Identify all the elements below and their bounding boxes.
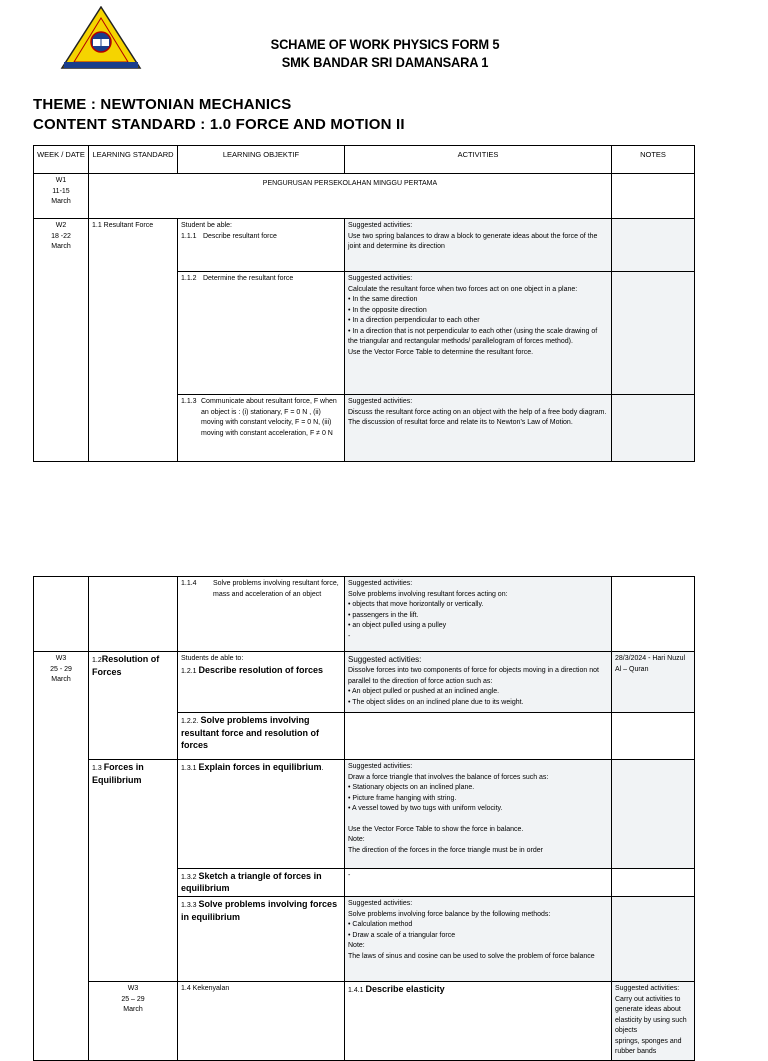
week-month: March — [51, 676, 71, 683]
activity-text: The direction of the forces in the force triangle must be in order — [348, 846, 543, 854]
week-cell — [34, 577, 89, 652]
objective-text: Describe resultant force — [202, 232, 277, 240]
activity-bullet: • Picture frame hanging with string. — [348, 794, 457, 802]
activity-text: springs, sponges and rubber bands — [615, 1037, 682, 1056]
activity-bullet: • In a direction that is not perpendicular to each other (using the scale drawing of the triangular and rectangular methods/ parallelogram of forces method). — [348, 327, 598, 345]
orientation-cell: PENGURUSAN PERSEKOLAHAN MINGGU PERTAMA — [89, 174, 612, 219]
week-month: March — [51, 198, 71, 205]
school-name: SMK BANDAR SRI DAMANSARA 1 — [281, 54, 489, 70]
objective-cell — [178, 219, 345, 272]
col-week-date: WEEK / DATE — [34, 146, 89, 174]
activity-cell — [345, 219, 612, 272]
col-notes: NOTES — [612, 146, 695, 174]
activity-text: Carry out activities to generate ideas about elasticity by using such objects — [615, 995, 687, 1035]
activity-title: Suggested activities: — [348, 763, 413, 770]
scheme-table-page1 — [33, 145, 695, 462]
activity-bullet: • Calculation method — [348, 921, 413, 929]
learning-standard-cell: 1.4 Kekenyalan — [178, 982, 345, 1061]
activity-bullet: • In a direction perpendicular to each other — [348, 317, 480, 324]
activity-text: Use two spring balances to draw a block to generate ideas about the force of the joint and determine its direction — [348, 232, 598, 250]
objective-cell — [178, 760, 345, 869]
activity-text: Dissolve forces into two components of force for objects moving in a direction not parallel to the direction of force action such as: — [348, 667, 599, 685]
activity-text: The discussion of resultat force and relate its to Newton’s Law of Motion. — [348, 419, 573, 426]
week-cell — [34, 652, 89, 1061]
objective-cell — [178, 869, 345, 897]
week-label: W3 — [55, 655, 67, 662]
activity-text: Calculate the resultant force when two forces act on one object in a plane: — [348, 285, 578, 293]
week-date: 18 -22 — [51, 232, 71, 240]
table-row — [34, 219, 695, 272]
table-header-row — [34, 146, 695, 174]
document-title: SCHAME OF WORK PHYSICS FORM 5 — [270, 36, 500, 52]
week-date: 11-15 — [52, 187, 70, 195]
activity-text: Solve problems involving resultant forces acting on: — [348, 590, 508, 598]
objective-cell — [178, 577, 345, 652]
week-label: W3 — [127, 985, 139, 993]
objective-number: 1.3.3 — [181, 902, 197, 910]
activity-bullet: • Stationary objects on an inclined plane. — [348, 784, 475, 791]
standard-number: 1.3 — [92, 765, 102, 772]
activity-cell — [345, 713, 612, 760]
activity-text: Draw a force triangle that involves the balance of forces such as: — [348, 773, 549, 781]
objective-intro: Students de able to: — [181, 655, 244, 662]
scheme-table-page2 — [33, 576, 695, 1061]
objective-punctuation: . — [321, 765, 324, 772]
activity-title: Suggested activities: — [348, 580, 413, 587]
objective-text: Communicate about resultant force, F when an object is : (i) stationary, F = 0 N , (ii) moving with constant velocity, F = 0 N, (iii) moving with constant acceleration, F ≠ 0 N — [201, 398, 337, 437]
objective-cell — [178, 897, 345, 982]
week-cell — [34, 219, 89, 462]
activity-bullet: - — [348, 632, 351, 640]
objective-cell — [178, 713, 345, 760]
objective-text: Sketch a triangle of forces in equilibrium — [181, 871, 322, 893]
activity-cell — [345, 272, 612, 395]
col-activities: ACTIVITIES — [345, 146, 612, 174]
table-row — [34, 982, 695, 1061]
notes-cell — [612, 869, 695, 897]
table-row — [34, 577, 695, 652]
activity-bullet: • The object slides on an inclined plane due to its weight. — [348, 698, 524, 706]
learning-standard-cell — [89, 577, 178, 652]
week-month: March — [51, 243, 71, 250]
activity-cell — [345, 760, 612, 869]
activity-title: Suggested activities: — [348, 275, 413, 282]
objective-number: 1.4.1 — [348, 987, 364, 995]
objective-cell — [178, 272, 345, 395]
table-row — [34, 652, 695, 713]
content-standard-heading: CONTENT STANDARD : 1.0 FORCE AND MOTION II — [33, 116, 405, 133]
activity-cell — [345, 652, 612, 713]
activity-bullet: • In the opposite direction — [348, 306, 427, 314]
activity-bullet: • passengers in the lift. — [348, 611, 419, 619]
week-date: 25 - 29 — [50, 665, 72, 673]
week-label: W2 — [55, 222, 67, 229]
week-date: 25 – 29 — [121, 995, 145, 1003]
activity-note-label: Note: — [348, 942, 365, 950]
objective-number: 1.1.2 — [181, 275, 197, 282]
notes-cell — [612, 219, 695, 272]
notes-cell — [612, 577, 695, 652]
table-row — [34, 760, 695, 869]
objective-text: Solve problems involving forces in equilibrium — [181, 899, 338, 922]
activity-bullet: • Draw a scale of a triangular force — [348, 931, 456, 939]
activity-bullet: • objects that move horizontally or vertically. — [348, 601, 484, 608]
activity-bullet: • an object pulled using a pulley — [348, 622, 447, 629]
objective-number: 1.3.2 — [181, 874, 197, 881]
activity-cell — [612, 982, 695, 1061]
activity-title: Suggested activities: — [348, 655, 422, 664]
activity-bullet: • A vessel towed by two tugs with uniform velocity. — [348, 805, 503, 812]
notes-cell — [612, 174, 695, 219]
activity-cell: - — [345, 869, 612, 897]
activity-bullet: • An object pulled or pushed at an inclined angle. — [348, 688, 500, 695]
objective-number: 1.1.1 — [181, 232, 197, 240]
objective-cell — [345, 982, 612, 1061]
week-cell — [34, 174, 89, 219]
objective-text: Solve problems involving resultant force and resolution of forces — [181, 715, 320, 750]
activity-bullet: • In the same direction — [348, 296, 418, 303]
activity-title: Suggested activities: — [348, 222, 413, 229]
objective-number: 1.3.1 — [181, 765, 197, 772]
objective-intro: Student be able: — [181, 222, 232, 229]
activity-cell — [345, 577, 612, 652]
activity-cell — [345, 897, 612, 982]
notes-cell: 28/3/2024 - Hari Nuzul Al – Quran — [612, 652, 695, 713]
standard-title: Forces in Equilibrium — [92, 762, 144, 785]
objective-text: Solve problems involving resultant force, mass and acceleration of an object — [213, 580, 339, 598]
activity-text: Solve problems involving force balance by the following methods: — [348, 910, 551, 918]
notes-cell — [612, 272, 695, 395]
activity-text: Use the Vector Force Table to show the force in balance. — [348, 825, 524, 833]
theme-heading: THEME : NEWTONIAN MECHANICS — [33, 96, 292, 113]
notes-cell — [612, 713, 695, 760]
activity-title: Suggested activities: — [348, 900, 413, 908]
activity-text: Use the Vector Force Table to determine the resultant force. — [348, 348, 534, 356]
notes-cell — [612, 897, 695, 982]
objective-text: Determine the resultant force — [202, 275, 294, 282]
objective-cell — [178, 652, 345, 713]
learning-standard-cell: 1.1 Resultant Force — [89, 219, 178, 462]
objective-text: Describe elasticity — [365, 984, 445, 995]
table-row — [34, 174, 695, 219]
learning-standard-cell — [89, 760, 178, 982]
objective-number: 1.2.1 — [181, 667, 197, 675]
activity-title: Suggested activities: — [615, 985, 680, 993]
notes-cell — [612, 395, 695, 462]
activity-text: Discuss the resultant force acting on an object with the help of a free body diagram. — [348, 408, 607, 416]
week-cell — [89, 982, 178, 1061]
objective-text: Describe resolution of forces — [198, 664, 324, 675]
objective-cell — [178, 395, 345, 462]
week-month: March — [123, 1006, 143, 1014]
activity-cell — [345, 395, 612, 462]
standard-title: Resolution of Forces — [92, 654, 160, 677]
col-learning-objective: LEARNING OBJEKTIF — [178, 146, 345, 174]
activity-note-label: Note: — [348, 836, 365, 843]
learning-standard-cell — [89, 652, 178, 760]
activity-title: Suggested activities: — [348, 398, 413, 405]
activity-text: The laws of sinus and cosine can be used to solve the problem of force balance — [348, 952, 595, 960]
objective-number: 1.2.2. — [181, 718, 199, 725]
objective-number: 1.1.4 — [181, 580, 197, 587]
col-learning-standard: LEARNING STANDARD — [89, 146, 178, 174]
school-logo-icon — [60, 6, 142, 70]
objective-number: 1.1.3 — [181, 398, 197, 405]
objective-text: Explain forces in equilibrium — [198, 762, 322, 772]
notes-cell — [612, 760, 695, 869]
standard-number: 1.2 — [92, 657, 102, 664]
week-label: W1 — [55, 177, 67, 184]
